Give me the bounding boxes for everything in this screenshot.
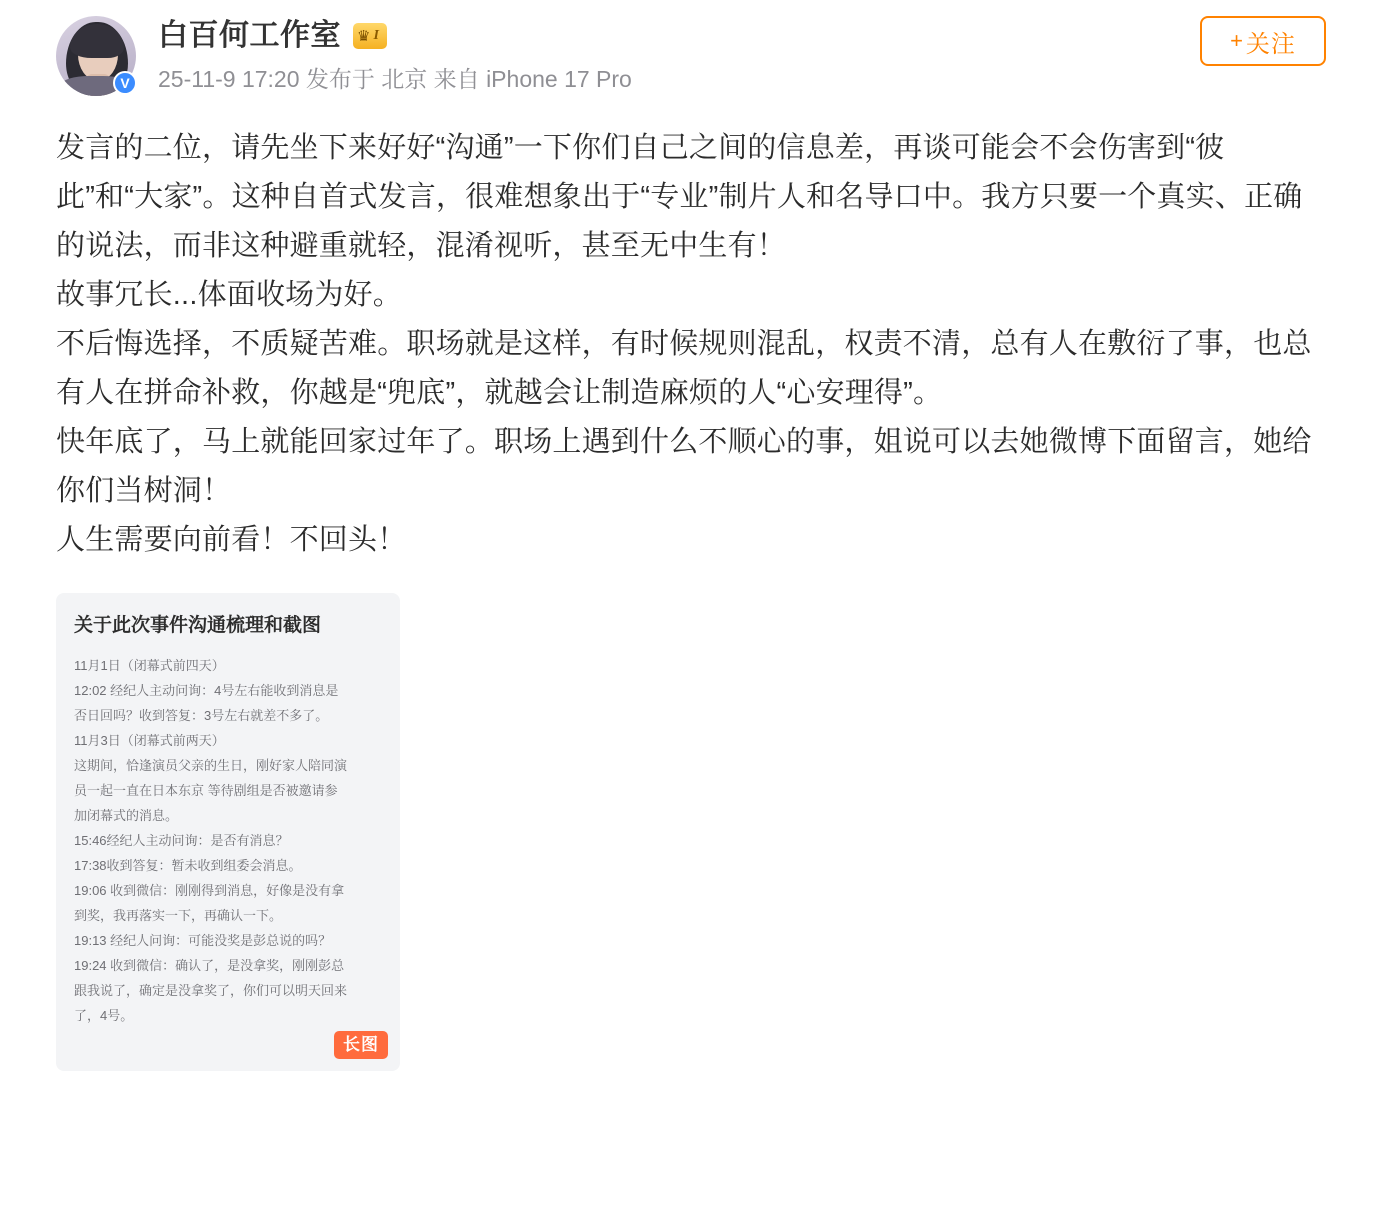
attachment-line: 11月1日（闭幕式前四天） (74, 658, 225, 673)
post-header (56, 14, 1326, 110)
follow-button-label: 关注 (1245, 30, 1296, 58)
attachment-line: 12:02 经纪人主动问询：4号左右能收到消息是 (74, 683, 339, 698)
verified-badge-icon: V (113, 71, 137, 95)
attachment-line: 跟我说了，确定是没拿奖了，你们可以明天回来 (74, 983, 348, 998)
post-paragraph: 不后悔选择，不质疑苦难。职场就是这样，有时候规则混乱，权责不清，总有人在敷衍了事，也总有人在拼命补救，你越是“兜底”，就越会让制造麻烦的人“心安理得”。 (56, 328, 1312, 409)
post-paragraph: 发言的二位，请先坐下来好好“沟通”一下你们自己之间的信息差，再谈可能会不会伤害到“彼此”和“大家”。这种自首式发言，很难想象出于“专业”制片人和名导口中。我方只要一个真实、正确的说法，而非这种避重就轻，混淆视听，甚至无中生有！ (56, 132, 1303, 262)
attachment-title: 关于此次事件沟通梳理和截图 (74, 615, 322, 636)
attached-long-image[interactable] (56, 593, 400, 1071)
member-level-badge[interactable] (353, 23, 387, 49)
post-paragraph: 快年底了，马上就能回家过年了。职场上遇到什么不顺心的事，姐说可以去她微博下面留言，她给你们当树洞！ (56, 426, 1312, 507)
avatar[interactable] (56, 16, 136, 96)
author-info (158, 14, 1326, 94)
attachment-line: 了，4号。 (74, 1008, 134, 1023)
author-nickname[interactable]: 白百何工作室 (158, 19, 341, 52)
attachment-line: 15:46经纪人主动问询：是否有消息？ (74, 833, 289, 848)
attachment-line: 17:38收到答复：暂未收到组委会消息。 (74, 858, 302, 873)
author-name-row (158, 18, 1326, 54)
post-paragraph: 故事冗长...体面收场为好。 (56, 279, 402, 311)
attachment-line: 19:13 经纪人问询：可能没奖是彭总说的吗？ (74, 933, 332, 948)
member-level-label: I (373, 28, 379, 43)
plus-icon: + (1230, 28, 1244, 53)
attachment-line: 否日回吗？收到答复：3号左右就差不多了。 (74, 708, 329, 723)
long-image-tag: 长图 (334, 1031, 388, 1059)
attachment-line: 加闭幕式的消息。 (74, 808, 179, 823)
attachment-line: 11月3日（闭幕式前两天） (74, 733, 225, 748)
crown-icon: ♛ (357, 27, 371, 45)
post-meta: 25-11-9 17:20 发布于 北京 来自 iPhone 17 Pro (158, 66, 632, 92)
attachment-line: 员一起一直在日本东京 等待剧组是否被邀请参 (74, 783, 338, 798)
attachment-line: 19:24 收到微信：确认了，是没拿奖，刚刚彭总 (74, 958, 345, 973)
attachment-line: 这期间，恰逢演员父亲的生日，刚好家人陪同演 (74, 758, 348, 773)
attachment-line: 到奖，我再落实一下，再确认一下。 (74, 908, 283, 923)
post-content (56, 124, 1326, 565)
attachment-line: 19:06 收到微信：刚刚得到消息，好像是没有拿 (74, 883, 345, 898)
attachment-body (74, 653, 382, 1028)
follow-button[interactable] (1200, 16, 1326, 66)
post-paragraph: 人生需要向前看！不回头！ (56, 524, 407, 556)
